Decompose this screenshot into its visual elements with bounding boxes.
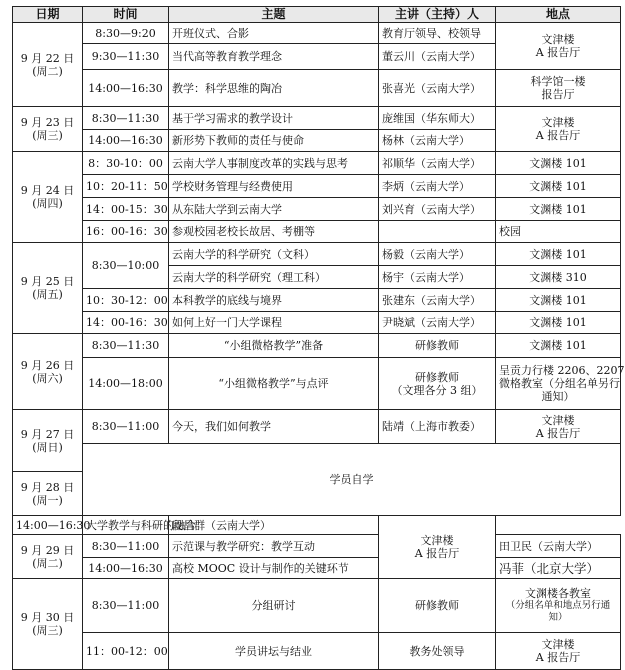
time-cell: 11：00-12：00 — [83, 633, 169, 670]
header-location: 地点 — [496, 7, 621, 23]
time-cell: 8:30—11:00 — [83, 410, 169, 444]
time-cell: 14:00—16:30 — [83, 558, 169, 579]
location-cell — [379, 516, 496, 579]
time-cell: 14:00—16:30 — [13, 516, 83, 535]
header-topic: 主题 — [169, 7, 379, 23]
date-label: 9 月 28 日 — [20, 480, 75, 494]
speaker-cell: 田卫民（云南大学） — [496, 535, 621, 558]
date-cell — [13, 535, 83, 579]
speaker-cell: 杨毅（云南大学） — [379, 243, 496, 266]
speaker-cell: 庞维国（华东师大） — [379, 107, 496, 130]
date-cell — [13, 107, 83, 152]
location-line: A 报告厅 — [535, 651, 581, 664]
topic-cell: “小组微格教学”准备 — [169, 334, 379, 358]
date-label: 9 月 30 日 — [20, 611, 75, 624]
topic-cell: 云南大学的科学研究（理工科） — [169, 266, 379, 289]
schedule-table — [12, 6, 625, 670]
topic-cell: 基于学习需求的教学设计 — [169, 107, 379, 130]
speaker-cell: 李炳（云南大学） — [379, 175, 496, 198]
location-line: 文津楼 — [541, 638, 575, 651]
speaker-cell: 段昌群（云南大学） — [169, 516, 379, 535]
location-line: 报告厅 — [541, 88, 575, 101]
date-label: 9 月 27 日 — [20, 427, 75, 441]
location-cell: 文渊楼 101 — [496, 175, 621, 198]
table-row — [13, 175, 621, 198]
speaker-cell: 教务处领导 — [379, 633, 496, 670]
weekday-label: (周二) — [32, 556, 63, 570]
table-row — [13, 107, 621, 130]
location-cell: 文渊楼 101 — [496, 312, 621, 334]
topic-cell: 大学教学与科研的融合 — [83, 516, 169, 535]
weekday-label: (周三) — [32, 624, 63, 637]
location-cell — [496, 633, 621, 670]
date-cell — [13, 410, 83, 472]
table-row — [13, 243, 621, 266]
table-row — [13, 23, 621, 44]
table-row — [13, 289, 621, 312]
topic-cell: 当代高等教育教学理念 — [169, 44, 379, 70]
topic-cell: “小组微格教学”与点评 — [169, 358, 379, 410]
weekday-label: (周五) — [32, 288, 63, 301]
time-cell: 10：30-12：00 — [83, 289, 169, 312]
speaker-cell — [379, 358, 496, 410]
date-cell — [13, 334, 83, 410]
location-line: 呈贡力行楼 2206、2207 — [499, 364, 625, 377]
location-line: 文津楼 — [541, 33, 575, 46]
speaker-cell: 祁顺华（云南大学） — [379, 152, 496, 175]
speaker-line: （文理各分 3 组） — [391, 383, 483, 397]
speaker-cell: 张建东（云南大学） — [379, 289, 496, 312]
table-row — [13, 633, 621, 670]
date-cell — [13, 579, 83, 670]
location-line: 文渊楼各教室 — [525, 587, 591, 600]
location-line: A 报告厅 — [535, 46, 581, 59]
date-cell — [13, 152, 83, 243]
time-cell: 8:30—11:00 — [83, 579, 169, 633]
topic-cell: 从东陆大学到云南大学 — [169, 198, 379, 221]
topic-cell: 示范课与教学研究：教学互动 — [169, 535, 379, 558]
speaker-cell: 研修教师 — [379, 334, 496, 358]
table-row — [13, 152, 621, 175]
time-cell: 8:30—11:30 — [83, 107, 169, 130]
location-cell: 文渊楼 101 — [496, 243, 621, 266]
header-speaker: 主讲（主持）人 — [379, 7, 496, 23]
speaker-cell: 尹晓斌（云南大学） — [379, 312, 496, 334]
table-row — [13, 198, 621, 221]
time-cell: 8:30—11:00 — [83, 535, 169, 558]
location-line: 科学馆一楼 — [530, 75, 586, 88]
topic-cell: 如何上好一门大学课程 — [169, 312, 379, 334]
date-label: 9 月 22 日 — [20, 51, 75, 65]
table-row — [13, 410, 621, 444]
table-row — [13, 535, 621, 558]
date-cell — [13, 23, 83, 107]
topic-cell: 新形势下教师的责任与使命 — [169, 130, 379, 152]
date-cell — [13, 472, 83, 516]
location-cell — [496, 70, 621, 107]
table-row — [13, 334, 621, 358]
weekday-label: (周日) — [32, 440, 63, 454]
location-line: 知） — [548, 612, 568, 623]
speaker-cell: 张喜光（云南大学） — [379, 70, 496, 107]
location-line: A 报告厅 — [535, 426, 581, 440]
location-line: 微格教室（分组名单另行 — [499, 377, 620, 390]
topic-cell: 开班仪式、合影 — [169, 23, 379, 44]
weekday-label: (周三) — [32, 129, 63, 142]
location-cell — [496, 579, 621, 633]
location-cell: 文渊楼 101 — [496, 152, 621, 175]
location-line: A 报告厅 — [535, 129, 581, 142]
table-row — [13, 516, 621, 535]
weekday-label: (周二) — [32, 64, 63, 78]
topic-cell: 云南大学的科学研究（文科） — [169, 243, 379, 266]
table-row — [13, 444, 621, 472]
header-date: 日期 — [13, 7, 83, 23]
location-line: 文津楼 — [541, 116, 575, 129]
topic-cell: 学校财务管理与经费使用 — [169, 175, 379, 198]
table-row — [13, 358, 621, 410]
location-cell — [496, 410, 621, 444]
location-cell: 文渊楼 101 — [496, 289, 621, 312]
topic-cell: 教学：科学思维的陶冶 — [169, 70, 379, 107]
topic-cell: 本科教学的底线与境界 — [169, 289, 379, 312]
speaker-cell: 陆靖（上海市教委） — [379, 410, 496, 444]
date-label: 9 月 25 日 — [20, 275, 75, 288]
location-cell — [496, 107, 621, 152]
location-cell: 文渊楼 101 — [496, 334, 621, 358]
time-cell: 14:00—16:30 — [83, 130, 169, 152]
speaker-cell: 研修教师 — [379, 579, 496, 633]
time-cell: 16：00-16：30 — [83, 221, 169, 243]
date-label: 9 月 23 日 — [20, 116, 75, 129]
weekday-label: (周一) — [32, 493, 63, 507]
time-cell: 10：20-11：50 — [83, 175, 169, 198]
location-line: （分组名单和地点另行通 — [505, 600, 611, 611]
location-cell — [496, 358, 625, 410]
topic-cell: 学员讲坛与结业 — [169, 633, 379, 670]
topic-cell: 高校 MOOC 设计与制作的关键环节 — [169, 558, 379, 579]
weekday-label: (周四) — [32, 197, 63, 210]
topic-cell: 云南大学人事制度改革的实践与思考 — [169, 152, 379, 175]
speaker-cell: 杨林（云南大学） — [379, 130, 496, 152]
location-line: A 报告厅 — [414, 547, 460, 560]
location-line: 文津楼 — [541, 413, 575, 427]
location-cell — [496, 23, 621, 70]
location-cell: 文渊楼 310 — [496, 266, 621, 289]
location-line: 文津楼 — [420, 534, 454, 547]
time-cell: 9:30—11:30 — [83, 44, 169, 70]
date-cell — [13, 243, 83, 334]
topic-cell: 今天，我们如何教学 — [169, 410, 379, 444]
time-cell: 14:00—16:30 — [83, 70, 169, 107]
time-cell: 14:00—18:00 — [83, 358, 169, 410]
time-cell: 8：30-10：00 — [83, 152, 169, 175]
location-cell: 文渊楼 101 — [496, 198, 621, 221]
time-cell: 8:30—11:30 — [83, 334, 169, 358]
topic-cell: 参观校园老校长故居、考棚等 — [169, 221, 379, 243]
speaker-cell: 董云川（云南大学） — [379, 44, 496, 70]
speaker-cell: 杨宇（云南大学） — [379, 266, 496, 289]
table-row — [13, 312, 621, 334]
table-row — [13, 579, 621, 633]
header-time: 时间 — [83, 7, 169, 23]
weekday-label: (周六) — [32, 371, 63, 385]
table-row — [13, 221, 621, 243]
topic-cell: 分组研讨 — [169, 579, 379, 633]
time-cell: 8:30—10:00 — [83, 243, 169, 289]
table-row — [13, 70, 621, 107]
time-cell: 14：00-15：30 — [83, 198, 169, 221]
speaker-cell: 刘兴育（云南大学） — [379, 198, 496, 221]
speaker-cell: 教育厅领导、校领导 — [379, 23, 496, 44]
header-row — [13, 7, 621, 23]
speaker-cell: 冯菲（北京大学） — [496, 558, 621, 579]
date-label: 9 月 24 日 — [20, 184, 75, 197]
location-line: 通知） — [541, 390, 575, 403]
date-label: 9 月 26 日 — [20, 358, 75, 372]
self-study-cell: 学员自学 — [83, 444, 621, 516]
speaker-cell — [379, 221, 496, 243]
table-row — [13, 558, 621, 579]
speaker-line: 研修教师 — [415, 370, 459, 384]
date-label: 9 月 29 日 — [20, 543, 75, 557]
time-cell: 8:30—9:20 — [83, 23, 169, 44]
location-cell: 校园 — [496, 221, 621, 243]
time-cell: 14：00-16：30 — [83, 312, 169, 334]
